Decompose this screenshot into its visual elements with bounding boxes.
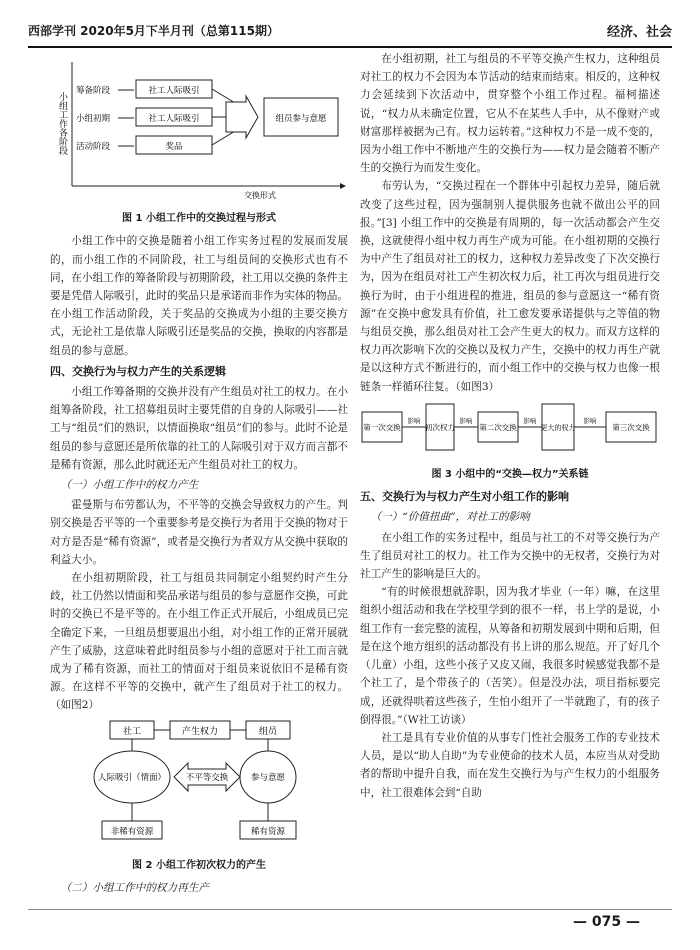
subsection-5-1-heading: （一）“价值扭曲”，对社工的影响: [370, 511, 530, 524]
fig1-box2-label: 社工人际吸引: [148, 114, 200, 124]
section-4-heading: 四、交换行为与权力产生的关系逻辑: [50, 364, 226, 378]
fig1-vertical-label: 小组工作各阶段: [57, 92, 67, 155]
fig3-edge2-label: 影响: [459, 416, 473, 425]
fig1-stage2: 小组初期: [76, 114, 111, 124]
figure-2-diagram: [50, 717, 348, 849]
figure-2-caption: 图 2 小组工作初次权力的产生: [132, 859, 266, 871]
running-header: [28, 18, 672, 42]
fig1-box1-label: 社工人际吸引: [148, 86, 200, 96]
left-paragraph-3: 霍曼斯与布劳都认为，不平等的交换会导致权力的产生。判别交换是否平等的一个重要参考是交换行为者用于交换的物对于对方是否是“稀有资源”，或者是交换行为者双方从交换中获取的利益大小。: [50, 499, 348, 566]
journal-title: 西部学刊 2020年5月下半月刊（总第115期）: [28, 24, 279, 38]
figure-1-diagram: [50, 52, 348, 202]
right-paragraph-1: 在小组初期，社工与组员的不平等交换产生权力，这种组员对社工的权力不会因为本节活动的结束而结束。相反的，这种权力会延续到下次活动中，贯穿整个小组工作过程。福柯描述说，“权力从未确定位置，它从不在某些人手中，从不像财产或财富那样被据为己有。权力运转着。”这种权力不是一成不变的，因为小组工作中不断地产生的交换行为——权力是会随着不断产生的交换行为而发生变化。: [360, 53, 660, 175]
subsection-4-2-heading: （二）小组工作中的权力再生产: [60, 882, 209, 895]
fig2-top2: 产生权力: [181, 726, 219, 737]
page-number: — 075 —: [573, 914, 640, 930]
left-paragraph-4: 在小组初期阶段，社工与组员共同制定小组契约时产生分歧，社工仍然以情面和奖品承诺与组员的参与意愿作交换，可此时的交换已不是平等的。在小组工作正式开展后，小组成员已完全确定下来，一旦组员想要退出小组，对小组工作的正常开展就产生了威胁，这意味着此时组员参与小组的意愿对于社工而言就成为了稀有资源，而社工的情面对于组员来说依旧不是稀有资源。在这样不平等的交换中，就产生了组员对于社工的权力。（如图2）: [50, 572, 348, 712]
fig2-top1: 社工: [122, 726, 142, 737]
fig2-left-circle-label: 人际吸引（情面）: [97, 772, 167, 783]
fig1-big-arrow: [226, 96, 258, 138]
figure-2: [50, 717, 348, 875]
left-column: [50, 50, 348, 899]
right-paragraph-2: 布劳认为，“交换过程在一个群体中引起权力差异，随后就改变了这些过程，因为强制别人提供服务也就不做出公平的回报。”[3] 小组工作中的交换是有周期的，每一次活动都会产生交换，这就使得小组中权力再生产成为可能。在小组初期的交换行为中产生了组员对社工的权力，这种权力差异改变了下次交换行为，因为在组员对社工产生初次权力后，社工再次与组员进行交换行为时，由于小组进程的推进，组员的参与意愿这一“稀有资源”在交换中愈发具有价值，社工愈发要承诺提供与之等值的物与组员交换，那么组员对社工会产生更大的权力。而双方这样的权力再次影响下次的交换以及权力产生，交换中的权力再生产就是以这种方式不断进行的，而小组工作中的交换与权力也像一根链条一样循环往复。（如图3）: [360, 180, 660, 393]
fig2-right-circle-label: 参与意愿: [250, 772, 286, 783]
fig3-edge1-label: 影响: [407, 416, 421, 425]
fig3-node2-label: 初次权力: [425, 422, 455, 432]
fig1-stage3: 活动阶段: [76, 142, 111, 152]
fig3-node1-label: 第一次交换: [363, 422, 401, 432]
section-title: 经济、社会: [606, 25, 672, 40]
fig1-x-arrow: [340, 183, 346, 189]
fig3-edge4-label: 影响: [583, 416, 597, 425]
fig3-node4-label: 更大的权力: [540, 423, 576, 432]
figure-3: [360, 398, 660, 484]
fig2-top3: 组员: [258, 726, 278, 737]
fig3-node5-label: 第三次交换: [612, 422, 650, 432]
section-5-heading: 五、交换行为与权力产生对小组工作的影响: [360, 490, 569, 504]
figure-3-caption: 图 3 小组中的“交换—权力”关系链: [431, 469, 589, 481]
fig3-node3-label: 第二次交换: [479, 422, 517, 432]
fig2-bottom-right: 稀有资源: [250, 826, 286, 837]
subsection-4-1-heading: （一）小组工作中的权力产生: [60, 479, 199, 492]
right-paragraph-5: 社工是具有专业价值的从事专门性社会服务工作的专业技术人员，是以“助人自助”为专业使命的技术人员，本应当从对受助者的帮助中提升自我，而在发生交换行为与产生权力的小组服务中，社工很难体会到“自助: [360, 731, 660, 799]
fig2-bottom-left: 非稀有资源: [110, 826, 154, 837]
fig1-x-label: 交换形式: [244, 191, 276, 200]
figure-1-caption: 图 1 小组工作中的交换过程与形式: [122, 213, 276, 225]
figure-1: [50, 52, 348, 228]
fig1-box3-label: 奖品: [165, 142, 183, 152]
fig2-middle-label: 不平等交换: [185, 772, 229, 783]
fig1-right-box-label: 组员参与意愿: [275, 114, 327, 124]
footer-rule: [28, 909, 672, 910]
right-paragraph-3: 在小组工作的实务过程中，组员与社工的不对等交换行为产生了组员对社工的权力。社工作为交换中的无权者，交换行为对社工产生的影响是巨大的。: [360, 531, 660, 581]
left-paragraph-1: 小组工作中的交换是随着小组工作实务过程的发展而发展的，而小组工作的不同阶段，社工与组员间的交换形式也有不同，在小组工作的筹备阶段与初期阶段，社工用以交换的条件主要是凭借人际吸引，此时的奖品只是承诺而非作为实体的物品。在小组工作活动阶段，关于奖品的交换成为小组的主要交换方式，无论社工是依靠人际吸引还是奖品的交换，换取的内容都是组员的参与意愿。: [50, 235, 348, 357]
left-paragraph-2: 小组工作筹备期的交换并没有产生组员对社工的权力。在小组筹备阶段，社工招募组员时主要凭借的自身的人际吸引——社工与“组员”们的熟识，以情面换取“组员”们的参与。此时不论是组员的参与意愿还是所依靠的社工的人际吸引对于双方而言都不是稀有资源，那么此时就还无产生组员对社工的权力。: [50, 386, 348, 471]
fig3-edge3-label: 影响: [523, 416, 537, 425]
header-rule: [28, 46, 672, 48]
right-column: [360, 50, 660, 802]
right-paragraph-4: “有的时候很想就辞职，因为我才毕业（一年）嘛，在这里组织小组活动和我在学校里学到的很不一样，书上学的是说，小组工作有一套完整的流程，从筹备和初期发展到中期和后期，但是在这个地方组织的活动都没有书上讲的那么规范。开了好几个（儿童）小组，这些小孩子又皮又闹，我很多时候感觉我都不是个社工了，是个带孩子的（苦笑）。但是没办法，项目指标要完成，还就得哄着这些孩子，生怕小组开了一半就跑了，有的孩子倒得很。”（W社工访谈）: [360, 586, 660, 726]
figure-3-diagram: [360, 398, 660, 458]
fig1-stage1: 筹备阶段: [76, 86, 111, 96]
